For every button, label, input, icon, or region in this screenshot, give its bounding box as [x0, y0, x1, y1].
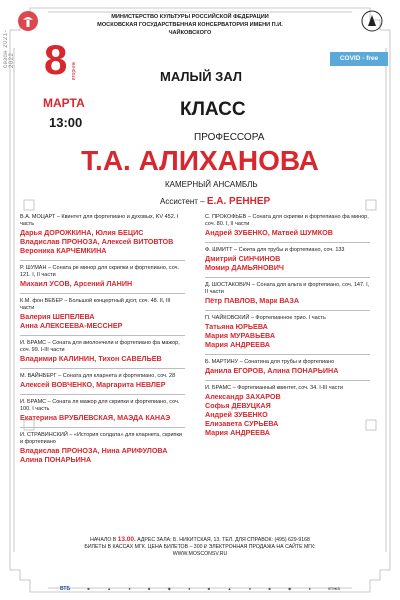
start-time: 13.00. [117, 536, 136, 543]
performer: Вероника КАРЧЕМКИНА [20, 246, 107, 255]
conservatory-logo-icon [361, 10, 383, 34]
performer: Владимир КАЛИНИН, Тихон САВЕЛЬЕВ [20, 354, 162, 363]
event-month: МАРТА [43, 96, 85, 110]
performer: Момир ДАМЬЯНОВИЧ [205, 263, 284, 272]
program-description: Д. ШОСТАКОВИЧ – Соната для альта и фортепиано, соч. 147. I, II части [205, 282, 370, 295]
program-item [205, 315, 370, 349]
sponsor-logo-icon: ● [248, 586, 252, 591]
performer: Дмитрий СИНЧИНОВ [205, 254, 281, 263]
divider [205, 242, 370, 243]
program-description: В.А. МОЦАРТ – Квинтет для фортепиано и духовых, KV 452. I часть [20, 214, 179, 227]
program-item [205, 214, 370, 237]
performer: Анна АЛЕКСЕЕВА-МЕССНЕР [20, 321, 123, 330]
sponsor-logos [60, 586, 340, 592]
performer: Александр ЗАХАРОВ [205, 392, 281, 401]
program-description: К.М. фон ВЕБЕР – Большой концертный дуэт, соч. 48. II, III части [20, 298, 171, 311]
performer: Мария АНДРЕЕВА [205, 428, 270, 437]
footer-line-2: БИЛЕТЫ В КАССАХ МГК. ЦЕНА БИЛЕТОВ – 300 ₽ ЭЛЕКТРОННАЯ ПРОДАЖА НА САЙТЕ МГК: WWW.MOSCONSV.RU [84, 544, 316, 557]
program-item [205, 359, 370, 375]
assistant-label: Ассистент – [160, 197, 205, 206]
sponsor-logo-icon: ◆ [288, 586, 292, 591]
performer: Алина ПОНАРЬИНА [20, 455, 92, 464]
program-item [20, 265, 185, 288]
divider [20, 394, 185, 395]
performer: Владислав ПРОНОЗА, Алексей ВИТОВТОВ [20, 237, 174, 246]
divider [20, 427, 185, 428]
program-left-column [20, 214, 185, 469]
start-label: НАЧАЛО В [90, 537, 117, 543]
ensemble-label: КАМЕРНЫЙ АНСАМБЛЬ [165, 180, 258, 189]
organization-header [80, 13, 300, 37]
hall-name: МАЛЫЙ ЗАЛ [160, 69, 242, 84]
program-item [20, 399, 185, 422]
program-description: И. БРАМС – Соната для виолончели и фортепиано фа мажор, соч. 99. I-III части [20, 340, 180, 353]
program-item [205, 385, 370, 437]
performer: Дарья ДОРОЖКИНА, Юлия БЕЦИС [20, 228, 144, 237]
program-description: П. ЧАЙКОВСКИЙ – Фортепианное трио. I часть [205, 315, 326, 321]
org-line: МИНИСТЕРСТВО КУЛЬТУРЫ РОССИЙСКОЙ ФЕДЕРАЦИИ [111, 14, 269, 20]
program-item [20, 373, 185, 389]
sponsor-logo-icon: ■ [207, 586, 211, 591]
event-weekday: вторник [71, 62, 77, 81]
sponsor-logo-icon: ■ [87, 586, 90, 591]
event-time: 13:00 [49, 115, 83, 130]
performer: Татьяна ЮРЬЕВА [205, 322, 268, 331]
divider [20, 368, 185, 369]
divider [205, 380, 370, 381]
performer: Валерия ШЕПЕЛЕВА [20, 312, 95, 321]
performer: Андрей ЗУБЕНКО, Матвей ШУМКОВ [205, 228, 333, 237]
program-description: Б. МАРТИНУ – Сонатина для трубы и фортепиано [205, 359, 335, 365]
professor-name: Т.А. АЛИХАНОВА [81, 145, 319, 176]
performer: Владислав ПРОНОЗА, Нина АРИФУЛОВА [20, 446, 168, 455]
performer: Михаил УСОВ, Арсений ЛАНИН [20, 279, 133, 288]
divider [205, 277, 370, 278]
program-item [20, 432, 185, 464]
program-item [205, 282, 370, 305]
sponsor-logo-icon: ● [188, 586, 191, 591]
org-line: МОСКОВСКАЯ ГОСУДАРСТВЕННАЯ КОНСЕРВАТОРИЯ ИМЕНИ П.И. ЧАЙКОВСКОГО [97, 22, 283, 36]
performer: Данила ЕГОРОВ, Алина ПОНАРЬИНА [205, 366, 339, 375]
performer: Мария МУРАВЬЕВА [205, 331, 276, 340]
assistant-name: Е.А. РЕННЕР [206, 196, 271, 207]
sponsor-logo-icon: ■ [148, 586, 151, 591]
professor-label: ПРОФЕССОРА [194, 132, 265, 143]
footer-info [80, 536, 320, 558]
sponsor-logo-icon: ● [128, 586, 131, 591]
sponsor-logo-icon: ◆ [167, 586, 171, 591]
sponsor-logo-icon: ▲ [107, 586, 112, 591]
divider [20, 260, 185, 261]
sponsor-logo-icon: ● [308, 586, 311, 591]
divider [20, 335, 185, 336]
program-description: И. СТРАВИНСКИЙ – «История солдата» для кларнета, скрипки и фортепиано [20, 432, 182, 445]
assistant-line [160, 196, 270, 207]
performer: Софья ДЕВУЦКАЯ [205, 401, 271, 410]
program-description: И. БРАМС – Соната ля мажор для скрипки и фортепиано, соч. 100. I часть [20, 399, 180, 412]
program-item [20, 340, 185, 363]
season-label: сезон 2021-2022 [3, 29, 15, 68]
performer: Екатерина ВРУБЛЕВСКАЯ, МАЭДА КАНАЭ [20, 413, 171, 422]
performer: Мария АНДРЕЕВА [205, 340, 270, 349]
program-description: Р. ШУМАН – Соната ре минор для скрипки и фортепиано, соч. 121. I, II части [20, 265, 180, 278]
program-description: И. БРАМС – Фортепианный квинтет, соч. 34. I-III части [205, 385, 344, 391]
program-right-column [205, 214, 370, 442]
event-day: 8 [44, 36, 68, 83]
program-description: С. ПРОКОФЬЕВ – Соната для скрипки и фортепиано фа минор, соч. 80. I, II части [205, 214, 369, 227]
sponsor-logo-icon: ▲ [227, 586, 232, 591]
performer: Алексей ВОВЧЕНКО, Маргарита НЕВЛЕР [20, 380, 166, 389]
sponsor-logo-ethis: ETHIS [328, 586, 340, 591]
performer: Пётр ПАВЛОВ, Марк ВАЗА [205, 296, 300, 305]
class-heading: КЛАСС [180, 99, 246, 120]
divider [205, 310, 370, 311]
performer: Елизавета СУРЬЕВА [205, 419, 279, 428]
covid-free-badge: COVID - free [330, 52, 388, 66]
program-description: Ф. ШМИТТ – Сюита для трубы и фортепиано, соч. 133 [205, 247, 345, 253]
ministry-emblem-icon [17, 10, 39, 32]
footer-line-1 [80, 536, 320, 544]
program-item [205, 247, 370, 272]
performer: Андрей ЗУБЕНКО [205, 410, 268, 419]
program-description: М. ВАЙНБЕРГ – Соната для кларнета и фортепиано, соч. 28 [20, 373, 176, 379]
sponsor-logo-icon: ■ [268, 586, 271, 591]
address-phone: АДРЕС ЗАЛА: Б. НИКИТСКАЯ, 13. ТЕЛ. ДЛЯ СПРАВОК: (495) 629-9168 [137, 537, 310, 543]
program-item [20, 298, 185, 330]
divider [205, 354, 370, 355]
program-item [20, 214, 185, 255]
sponsor-logo-vtb: ВТБ [60, 586, 71, 592]
divider [20, 293, 185, 294]
